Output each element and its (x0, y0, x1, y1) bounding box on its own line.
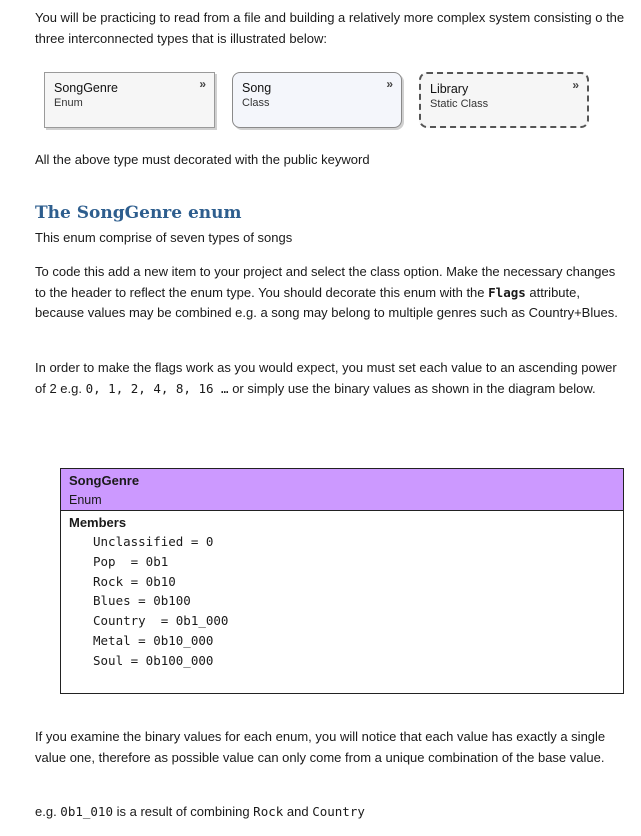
enum-name: SongGenre (69, 473, 140, 488)
enum-member: Country = 0b1_000 (93, 613, 229, 629)
enum-member: Metal = 0b10_000 (93, 632, 214, 648)
enum-header (61, 469, 623, 511)
flags-paragraph (35, 262, 627, 324)
songgenre-type-box[interactable] (44, 72, 215, 128)
members-title: Members (69, 515, 127, 530)
enum-member: Unclassified = 0 (93, 534, 214, 549)
type-kind: Enum (54, 97, 83, 109)
binary-explanation: If you examine the binary values for each enum, you will notice that each value has exactly a single value one, therefore as possible value can only come from a unique combination of the base value. (35, 729, 606, 765)
public-note: All the above type must decorated with the public keyword (35, 152, 370, 167)
enum-member: Pop = 0b1 (93, 553, 169, 569)
text: attribute, because values may be combined e.g. a song may belong to multiple genres such as Country+Blues. (35, 284, 618, 320)
enum-summary: This enum comprise of seven types of songs (35, 230, 293, 245)
chevron-down-icon[interactable]: » (199, 77, 206, 91)
text: and (283, 804, 313, 819)
enum-member: Blues = 0b100 (93, 593, 191, 609)
type-name: SongGenre (54, 81, 118, 95)
chevron-down-icon[interactable]: » (386, 77, 393, 91)
enum-member: Soul = 0b100_000 (93, 652, 214, 668)
example-code: 0b1_010 (60, 804, 113, 819)
text: In order to make the flags work as you would expect, you must set each value to an ascending power of 2 e.g. (35, 360, 617, 396)
section-title: The SongGenre enum (35, 203, 242, 223)
text: e.g. (35, 804, 61, 819)
library-type-box[interactable] (419, 72, 589, 128)
text: To code this add a new item to your project and select the class option. Make the necessary changes to the header to reflect the enum type. You should decorate this enum with the (35, 264, 616, 300)
type-kind: Class (242, 97, 270, 109)
enum-kind: Enum (69, 493, 102, 507)
example-line (35, 802, 627, 823)
genre-rock: Rock (253, 804, 284, 819)
genre-country: Country (312, 804, 365, 819)
type-kind: Static Class (430, 98, 489, 110)
members-list (61, 532, 623, 671)
song-type-box[interactable] (232, 72, 402, 128)
intro-paragraph: You will be practicing to read from a file and building a relatively more complex system consisting o the three interconnected types that is illustrated below: (35, 10, 625, 46)
enum-member: Rock = 0b10 (93, 573, 176, 589)
text: or simply use the binary values as shown in the diagram below. (228, 380, 596, 396)
type-name: Library (430, 82, 469, 96)
flags-code: Flags (488, 284, 526, 300)
power-of-two-paragraph (35, 358, 627, 399)
enum-diagram (60, 468, 624, 694)
chevron-down-icon[interactable]: » (572, 78, 579, 92)
type-name: Song (242, 81, 272, 95)
text: is a result of combining (112, 804, 254, 819)
values-code: 0, 1, 2, 4, 8, 16 … (85, 380, 229, 396)
